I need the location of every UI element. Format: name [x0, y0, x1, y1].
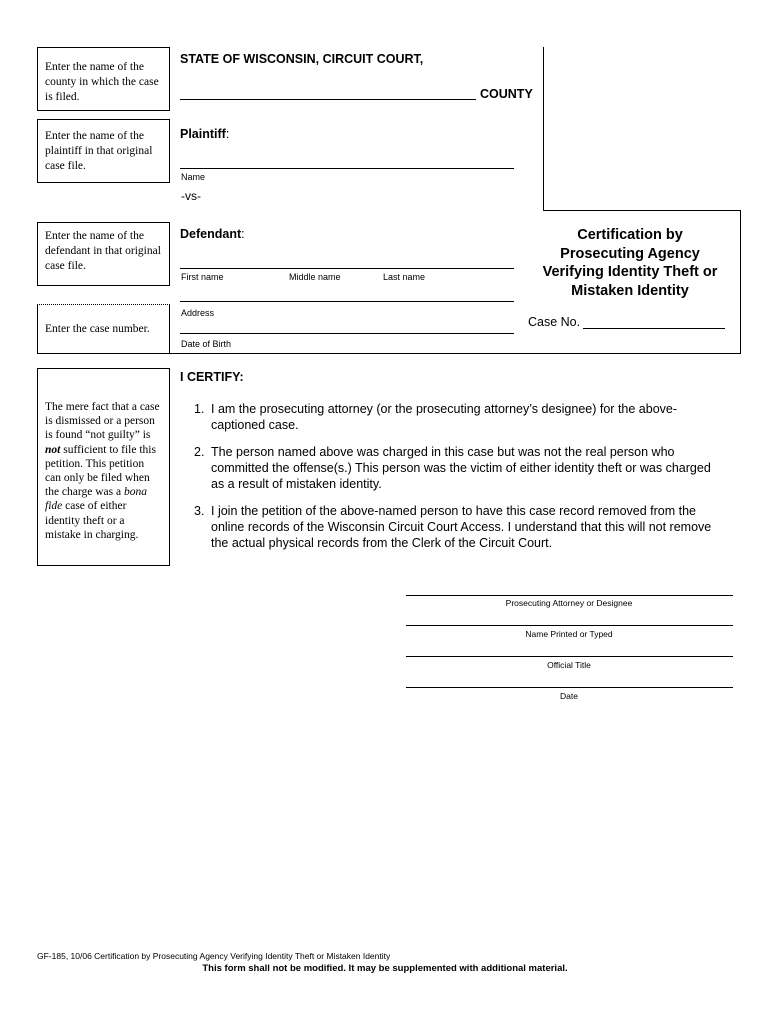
- versus-text: -vs-: [181, 189, 201, 203]
- plaintiff-name-field[interactable]: [180, 168, 514, 169]
- form-id-footer: GF-185, 10/06 Certification by Prosecuting Agency Verifying Identity Theft or Mistaken Identity: [37, 951, 391, 961]
- county-label: COUNTY: [480, 87, 533, 101]
- defendant-dob-field[interactable]: [180, 333, 514, 334]
- date-field[interactable]: [406, 687, 733, 688]
- notice-box: [37, 368, 170, 566]
- name-printed-label: Name Printed or Typed: [525, 629, 613, 639]
- defendant-instruction-box: [37, 222, 170, 286]
- plaintiff-label: Plaintiff:: [180, 127, 230, 141]
- defendant-label: Defendant:: [180, 227, 245, 241]
- dob-label: Date of Birth: [181, 339, 232, 349]
- court-heading: STATE OF WISCONSIN, CIRCUIT COURT,: [180, 52, 424, 66]
- defendant-address-field[interactable]: [180, 301, 514, 302]
- first-name-label: First name: [181, 272, 224, 282]
- county-name-field[interactable]: [180, 99, 476, 100]
- modification-notice: This form shall not be modified. It may be supplemented with additional material.: [202, 963, 568, 974]
- case-number-label: Case No.: [528, 315, 581, 329]
- last-name-label: Last name: [383, 272, 426, 282]
- caption-right-border: [543, 47, 544, 211]
- plaintiff-instruction-box: [37, 119, 170, 183]
- notice-text: The mere fact that a case is dismissed or a person is found “not guilty” is not sufficient to file this petition. This petition can only be filed when the charge was a bona fide case of either identity theft or a mistake in charging.: [45, 401, 160, 541]
- county-instruction: Enter the name of the county in which the case is filed.: [45, 61, 159, 103]
- case-number-instruction: Enter the case number.: [45, 323, 150, 335]
- case-number-field[interactable]: [583, 328, 725, 329]
- caption-title-divider: [543, 210, 740, 211]
- plaintiff-name-label: Name: [181, 172, 206, 182]
- official-title-label: Official Title: [547, 660, 591, 670]
- case-number-instruction-box: [37, 304, 170, 354]
- plaintiff-instruction: Enter the name of the plaintiff in that original case file.: [45, 130, 153, 172]
- name-printed-field[interactable]: [406, 625, 733, 626]
- attorney-signature-label: Prosecuting Attorney or Designee: [505, 598, 633, 608]
- certify-heading: I CERTIFY:: [180, 370, 244, 384]
- form-title: Certification by Prosecuting Agency Verifying Identity Theft or Mistaken Identity: [542, 227, 718, 299]
- attorney-signature-field[interactable]: [406, 595, 733, 596]
- date-label: Date: [560, 691, 578, 701]
- caption-bottom-rule: [170, 353, 740, 354]
- middle-name-label: Middle name: [289, 272, 341, 282]
- defendant-instruction: Enter the name of the defendant in that original case file.: [45, 230, 161, 272]
- official-title-field[interactable]: [406, 656, 733, 657]
- county-instruction-box: [37, 47, 170, 111]
- address-label: Address: [181, 308, 215, 318]
- defendant-name-field[interactable]: [180, 268, 514, 269]
